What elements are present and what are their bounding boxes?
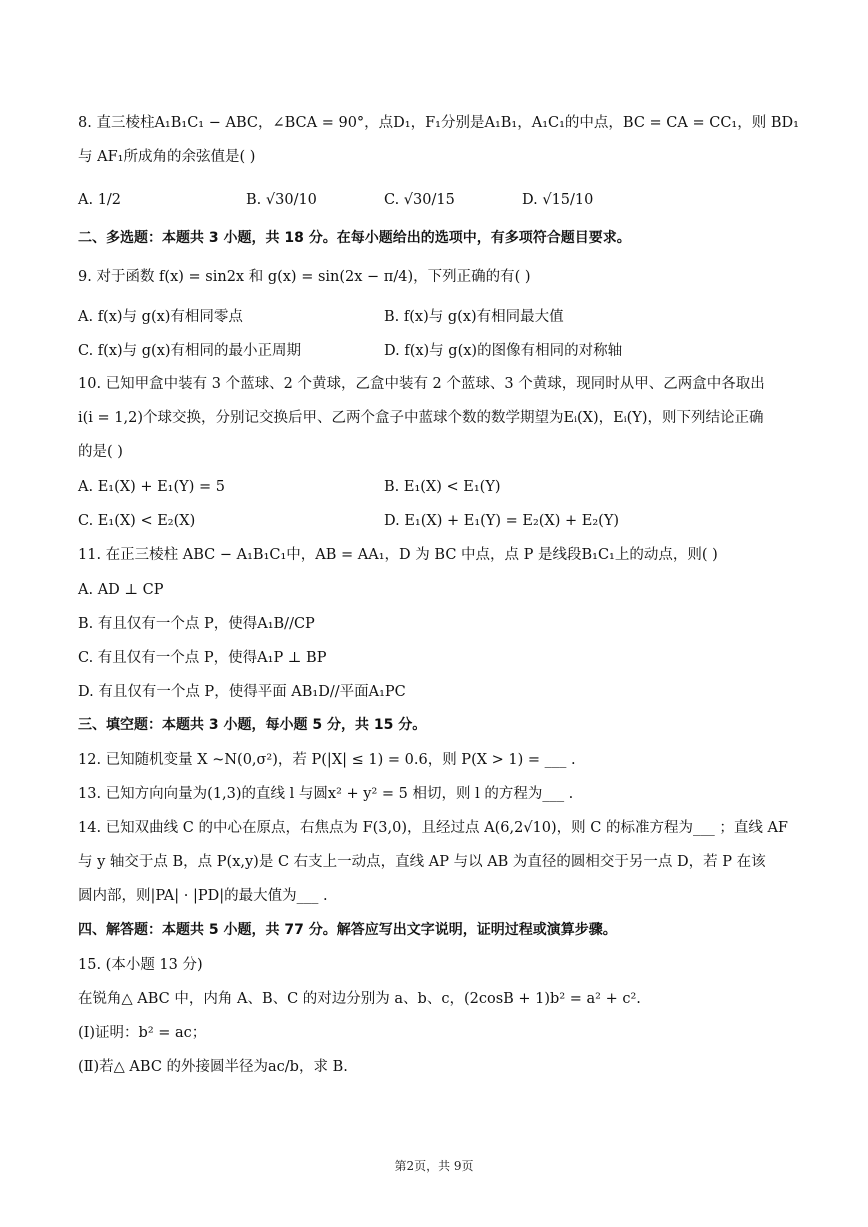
q15-part1: (Ⅰ)证明：b² = ac； <box>78 1025 207 1041</box>
q15-stem: 在锐角△ ABC 中，内角 A、B、C 的对边分别为 a、b、c，(2cosB + 1)b² = a² + c². <box>78 991 641 1007</box>
q8-option-b: B. √30/10 <box>246 192 317 208</box>
q12-stem: 12. 已知随机变量 X ~N(0,σ²)，若 P(|X| ≤ 1) = 0.6，则 P(X > 1) = ___ . <box>78 752 576 768</box>
q9-stem: 9. 对于函数 f(x) = sin2x 和 g(x) = sin(2x − π/4)，下列正确的有( ) <box>78 269 531 285</box>
q8-stem-line2: 与 AF₁所成角的余弦值是( ) <box>78 149 256 165</box>
q14-stem-line2: 与 y 轴交于点 B，点 P(x,y)是 C 右支上一动点，直线 AP 与以 AB 为直径的圆相交于另一点 D，若 P 在该 <box>78 854 766 870</box>
page-footer: 第2页，共 9页 <box>394 1159 474 1173</box>
section-fill-in: 三、填空题：本题共 3 小题，每小题 5 分，共 15 分。 <box>78 717 427 733</box>
q9-option-d: D. f(x)与 g(x)的图像有相同的对称轴 <box>384 343 623 359</box>
q11-stem: 11. 在正三棱柱 ABC − A₁B₁C₁中，AB = AA₁，D 为 BC 中点，点 P 是线段B₁C₁上的动点，则( ) <box>78 547 718 563</box>
q8-stem-line1: 8. 直三棱柱A₁B₁C₁ − ABC，∠BCA = 90°，点D₁，F₁分别是A₁B₁，A₁C₁的中点，BC = CA = CC₁，则 BD₁ <box>78 115 799 131</box>
q11-option-b: B. 有且仅有一个点 P，使得A₁B//CP <box>78 616 315 632</box>
section-multiple-choice: 二、多选题：本题共 3 小题，共 18 分。在每小题给出的选项中，有多项符合题目要求。 <box>78 230 631 246</box>
q8-option-a: A. 1/2 <box>78 192 122 208</box>
section-solutions: 四、解答题：本题共 5 小题，共 77 分。解答应写出文字说明，证明过程或演算步骤。 <box>78 922 617 938</box>
q10-stem-line2: i(i = 1,2)个球交换，分别记交换后甲、乙两个盒子中蓝球个数的数学期望为Eᵢ(X)，Eᵢ(Y)，则下列结论正确 <box>78 410 764 426</box>
q10-option-c: C. E₁(X) < E₂(X) <box>78 513 196 529</box>
q15-header: 15. (本小题 13 分) <box>78 957 203 973</box>
q10-stem-line3: 的是( ) <box>78 444 123 460</box>
q8-option-c: C. √30/15 <box>384 192 455 208</box>
q10-option-d: D. E₁(X) + E₁(Y) = E₂(X) + E₂(Y) <box>384 513 620 529</box>
q10-option-b: B. E₁(X) < E₁(Y) <box>384 479 501 495</box>
q15-part2: (Ⅱ)若△ ABC 的外接圆半径为ac/b，求 B. <box>78 1059 348 1075</box>
q9-option-a: A. f(x)与 g(x)有相同零点 <box>78 309 243 325</box>
q9-option-b: B. f(x)与 g(x)有相同最大值 <box>384 309 564 325</box>
q11-option-a: A. AD ⊥ CP <box>78 582 164 598</box>
q14-stem-line1: 14. 已知双曲线 C 的中心在原点，右焦点为 F(3,0)，且经过点 A(6,2√10)，则 C 的标准方程为___ ；直线 AF <box>78 820 788 836</box>
q14-stem-line3: 圆内部，则|PA| · |PD|的最大值为___ . <box>78 888 328 904</box>
q9-option-c: C. f(x)与 g(x)有相同的最小正周期 <box>78 343 302 359</box>
q11-option-c: C. 有且仅有一个点 P，使得A₁P ⊥ BP <box>78 650 327 666</box>
q8-option-d: D. √15/10 <box>522 192 594 208</box>
q11-option-d: D. 有且仅有一个点 P，使得平面 AB₁D//平面A₁PC <box>78 684 406 700</box>
q10-option-a: A. E₁(X) + E₁(Y) = 5 <box>78 479 225 495</box>
q13-stem: 13. 已知方向向量为(1,3)的直线 l 与圆x² + y² = 5 相切，则 l 的方程为___ . <box>78 786 574 802</box>
q10-stem-line1: 10. 已知甲盒中装有 3 个蓝球、2 个黄球，乙盒中装有 2 个蓝球、3 个黄球，现同时从甲、乙两盒中各取出 <box>78 376 765 392</box>
